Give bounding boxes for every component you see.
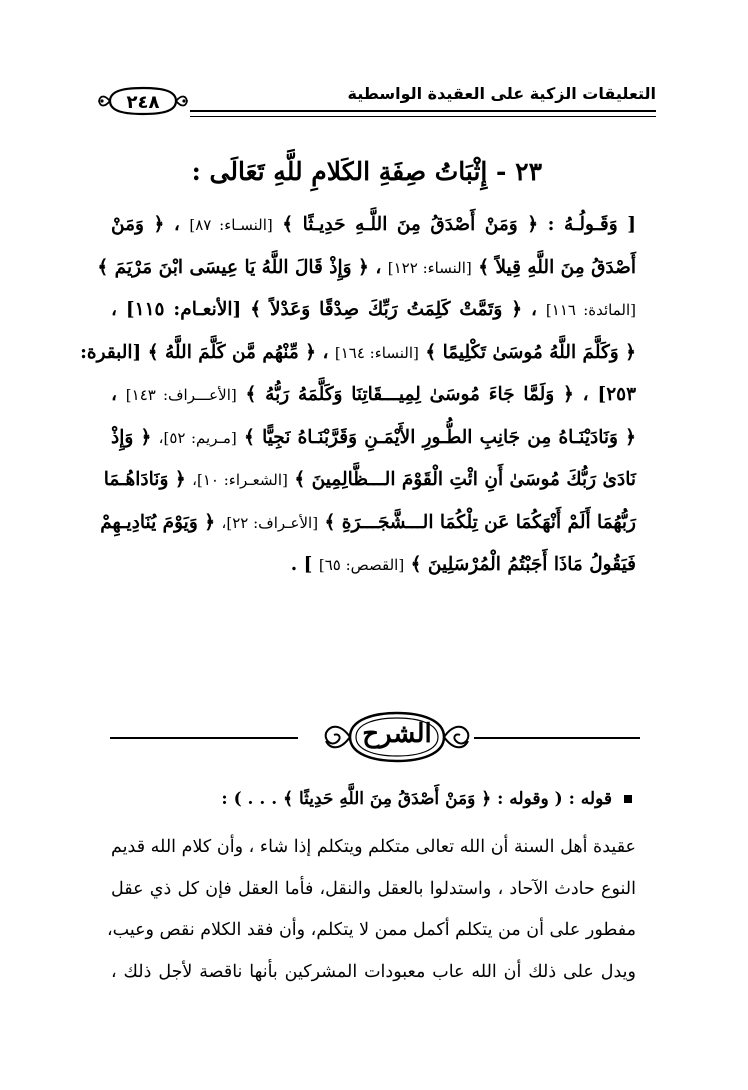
matn-text <box>80 204 637 587</box>
page-number: ٢٤٨ <box>126 92 160 113</box>
section-heading: ٢٣ - إِثْبَاتُ صِفَةِ الكَلامِ للَّهِ تَعَالَى : <box>191 157 542 186</box>
sharh-divider <box>110 707 640 767</box>
matn-line: فَيَقُولُ مَاذَا أَجَبْتُمُ الْمُرْسَلِينَ ﴾ [القصص: ٦٥] ] . <box>290 554 636 575</box>
matn-line: ٢٥٣] ، ﴿ وَلَمَّا جَاءَ مُوسَىٰ لِمِيـــقَاتِنَا وَكَلَّمَهُ رَبُّهُ ﴾ [الأعـــراف: ١٤٣] ، <box>111 384 637 405</box>
bullet-icon <box>624 795 632 803</box>
divider-line-left <box>110 737 298 739</box>
commentary-line: النوع حادث الآحاد ، واستدلوا بالعقل والنقل، فأما العقل فإن كل ذي عقل <box>111 878 636 899</box>
matn-line: أَصْدَقُ مِنَ اللَّهِ قِيلاً ﴾ [النساء: ١٢٢] ، ﴿ وَإِذْ قَالَ اللَّهُ يَا عِيسَى ابْنَ مَرْيَمَ ﴾ <box>97 256 636 278</box>
quote-label: قوله : ( وقوله : ﴿ وَمَنْ أَصْدَقُ مِنَ اللَّهِ حَدِيثًا ﴾ . . . ) : <box>221 789 612 809</box>
sharh-title: الشرح <box>362 719 432 749</box>
commentary-line: مفطور على أن من يتكلم أكمل ممن لا يتكلم، وأن فقد الكلام نقص وعيب، <box>106 920 636 940</box>
matn-line: ﴿ وَنَادَيْنَـاهُ مِن جَانِبِ الطُّـورِ الأَيْمَـنِ وَقَرَّبْنَـاهُ نَجِيًّا ﴾ [مـريم: ٥٢]، ﴿ وَإِذْ <box>111 426 636 448</box>
matn-line: [المائدة: ١١٦] ، ﴿ وَتَمَّتْ كَلِمَتُ رَبِّكَ صِدْقًا وَعَدْلاً ﴾ [الأنعـام: ١١٥] ، <box>111 299 636 320</box>
matn-line: ﴿ وَكَلَّمَ اللَّهُ مُوسَىٰ تَكْلِيمًا ﴾ [النساء: ١٦٤] ، ﴿ مِّنْهُم مَّن كَلَّمَ اللَّهُ ﴾ [البقرة: <box>80 341 636 363</box>
running-title: التعليقات الزكية على العقيدة الواسطية <box>347 84 656 103</box>
commentary-quote <box>221 788 632 809</box>
commentary-text <box>106 827 636 993</box>
commentary-line: عقيدة أهل السنة أن الله تعالى متكلم ويتكلم إذا شاء ، وأن كلام الله قديم <box>111 837 636 857</box>
header-rule <box>190 110 656 112</box>
commentary-line: ويدل على ذلك أن الله عاب معبودات المشركين بأنها ناقصة لأجل ذلك ، <box>111 961 636 982</box>
page-header <box>96 74 656 130</box>
divider-line-right <box>474 737 640 739</box>
matn-line: نَادَىٰ رَبُّكَ مُوسَىٰ أَنِ ائْتِ الْقَوْمَ الـــظَّالِمِينَ ﴾ [الشعـراء: ١٠]، ﴿ وَنَادَاهُـمَا <box>103 469 636 490</box>
matn-line: [ وَقَـولُـهُ : ﴿ وَمَنْ أَصْدَقُ مِنَ اللَّـهِ حَدِيـثًا ﴾ [النسـاء: ٨٧] ، ﴿ وَمَنْ <box>111 214 636 235</box>
header-rule-thin <box>190 116 656 117</box>
matn-line: رَبُّهُمَا أَلَمْ أَنْهَكُمَا عَن تِلْكُمَا الـــشَّجَـــرَةِ ﴾ [الأعـراف: ٢٢]، ﴿ وَيَوْمَ يُنَادِيـهِمْ <box>100 511 636 533</box>
